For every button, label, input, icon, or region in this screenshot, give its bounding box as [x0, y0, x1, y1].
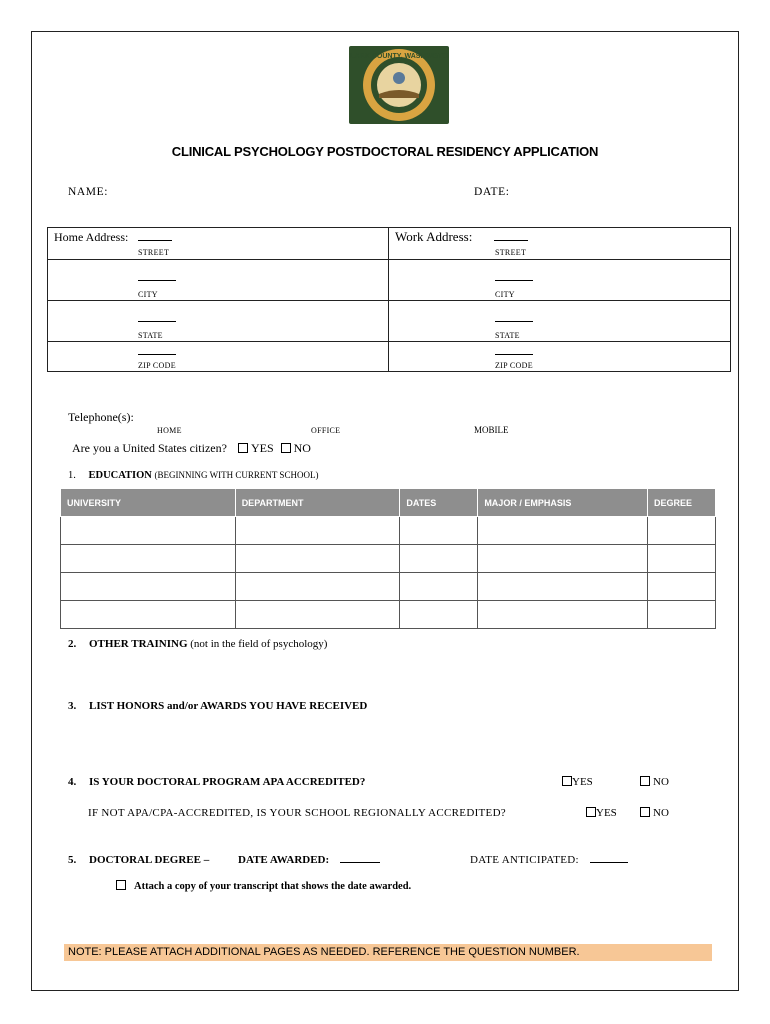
work-address-label: Work Address: [395, 229, 473, 244]
table-cell[interactable] [61, 545, 236, 573]
table-row [61, 545, 716, 573]
col-degree: DEGREE [648, 489, 716, 517]
date-label: DATE: [474, 186, 510, 198]
question-2 [68, 638, 327, 650]
seal-icon [349, 46, 449, 124]
education-heading [68, 470, 318, 481]
q2-number: 2. [68, 638, 77, 650]
home-zip-label: ZIP CODE [138, 361, 176, 370]
date-anticipated [470, 854, 628, 866]
table-cell[interactable] [400, 517, 478, 545]
work-street-label: STREET [495, 248, 527, 257]
table-cell[interactable] [235, 601, 400, 629]
work-state-field[interactable] [495, 321, 533, 322]
work-city-label: CITY [495, 290, 515, 299]
work-zip-label: ZIP CODE [495, 361, 533, 370]
col-dates: DATES [400, 489, 478, 517]
q4-label: IS YOUR DOCTORAL PROGRAM APA ACCREDITED? [89, 776, 366, 788]
table-cell[interactable] [648, 573, 716, 601]
citizen-yes-label: YES [250, 441, 274, 455]
col-department: DEPARTMENT [235, 489, 400, 517]
svg-text:CLARK COUNTY, WASHINGTON: CLARK COUNTY, WASHINGTON [349, 53, 449, 60]
table-row [61, 573, 716, 601]
question-5 [68, 854, 209, 866]
q4-sub-no-option [640, 807, 669, 819]
date-awarded-label: DATE AWARDED: [238, 854, 330, 866]
q5-number: 5. [68, 854, 77, 866]
county-seal-logo [349, 46, 449, 124]
col-university: UNIVERSITY [61, 489, 236, 517]
page-title: CLINICAL PSYCHOLOGY POSTDOCTORAL RESIDENCY APPLICATION [171, 144, 599, 159]
citizen-no-checkbox[interactable] [281, 443, 291, 453]
education-note: (BEGINNING WITH CURRENT SCHOOL) [154, 470, 319, 480]
phone-office-label: OFFICE [311, 426, 341, 435]
home-state-label: STATE [138, 331, 163, 340]
table-cell[interactable] [648, 517, 716, 545]
date-anticipated-field[interactable] [590, 862, 628, 863]
education-label: EDUCATION [88, 470, 152, 481]
q4-yes-checkbox[interactable] [562, 776, 572, 786]
transcript-attachment [116, 880, 411, 892]
table-row [61, 601, 716, 629]
education-header-row [61, 489, 716, 517]
education-number: 1. [68, 470, 76, 481]
home-street-label: STREET [138, 248, 170, 257]
transcript-checkbox[interactable] [116, 880, 126, 890]
home-state-field[interactable] [138, 321, 176, 322]
date-anticipated-label: DATE ANTICIPATED: [470, 854, 579, 866]
home-zip-field[interactable] [138, 354, 176, 355]
q4-sub-yes-label: YES [596, 807, 617, 819]
home-street-field[interactable] [138, 240, 172, 241]
home-city-label: CITY [138, 290, 158, 299]
home-city-field[interactable] [138, 280, 176, 281]
question-3 [68, 700, 367, 712]
q4-sub-no-checkbox[interactable] [640, 807, 650, 817]
work-zip-field[interactable] [495, 354, 533, 355]
transcript-label: Attach a copy of your transcript that shows the date awarded. [134, 881, 412, 892]
citizen-yes-checkbox[interactable] [238, 443, 248, 453]
q4-sub-yes-option [586, 807, 617, 819]
table-cell[interactable] [400, 573, 478, 601]
table-cell[interactable] [61, 573, 236, 601]
table-cell[interactable] [235, 573, 400, 601]
q4-no-option [640, 776, 669, 788]
table-cell[interactable] [648, 601, 716, 629]
q3-label: LIST HONORS and/or AWARDS YOU HAVE RECEIVED [89, 700, 368, 712]
table-cell[interactable] [478, 545, 648, 573]
table-cell[interactable] [400, 545, 478, 573]
q4-no-label: NO [653, 776, 669, 788]
table-cell[interactable] [61, 517, 236, 545]
table-cell[interactable] [235, 545, 400, 573]
citizen-question-text: Are you a United States citizen? [72, 441, 227, 455]
telephone-label: Telephone(s): [68, 410, 134, 424]
table-cell[interactable] [648, 545, 716, 573]
col-major: MAJOR / EMPHASIS [478, 489, 648, 517]
citizen-no-label: NO [293, 441, 311, 455]
work-state-label: STATE [495, 331, 520, 340]
question-4 [68, 776, 365, 788]
table-cell[interactable] [400, 601, 478, 629]
q4-number: 4. [68, 776, 77, 788]
table-cell[interactable] [478, 517, 648, 545]
phone-home-label: HOME [157, 426, 182, 435]
phone-mobile-label: MOBILE [474, 425, 509, 435]
date-awarded [238, 854, 380, 866]
q3-number: 3. [68, 700, 77, 712]
table-row [61, 517, 716, 545]
citizen-question [72, 441, 311, 456]
q5-label: DOCTORAL DEGREE – [89, 854, 210, 866]
q4-yes-option [562, 776, 593, 788]
table-cell[interactable] [235, 517, 400, 545]
table-cell[interactable] [478, 573, 648, 601]
note-banner: NOTE: PLEASE ATTACH ADDITIONAL PAGES AS NEEDED. REFERENCE THE QUESTION NUMBER. [64, 944, 712, 961]
q4-sub-question: IF NOT APA/CPA-ACCREDITED, IS YOUR SCHOOL REGIONALLY ACCREDITED? [88, 807, 506, 819]
education-table [60, 488, 716, 629]
table-cell[interactable] [478, 601, 648, 629]
table-cell[interactable] [61, 601, 236, 629]
q2-label: OTHER TRAINING [89, 638, 188, 650]
address-row-divider [48, 341, 730, 342]
address-row-divider [48, 300, 730, 301]
q4-no-checkbox[interactable] [640, 776, 650, 786]
date-awarded-field[interactable] [340, 862, 380, 863]
work-city-field[interactable] [495, 280, 533, 281]
q4-sub-no-label: NO [653, 807, 669, 819]
address-row-divider [48, 259, 730, 260]
address-table [47, 227, 731, 372]
home-address-label: Home Address: [54, 230, 129, 244]
q4-sub-yes-checkbox[interactable] [586, 807, 596, 817]
work-street-field[interactable] [494, 240, 528, 241]
name-label: NAME: [68, 186, 109, 198]
q4-yes-label: YES [572, 776, 593, 788]
q2-note: (not in the field of psychology) [190, 638, 328, 650]
